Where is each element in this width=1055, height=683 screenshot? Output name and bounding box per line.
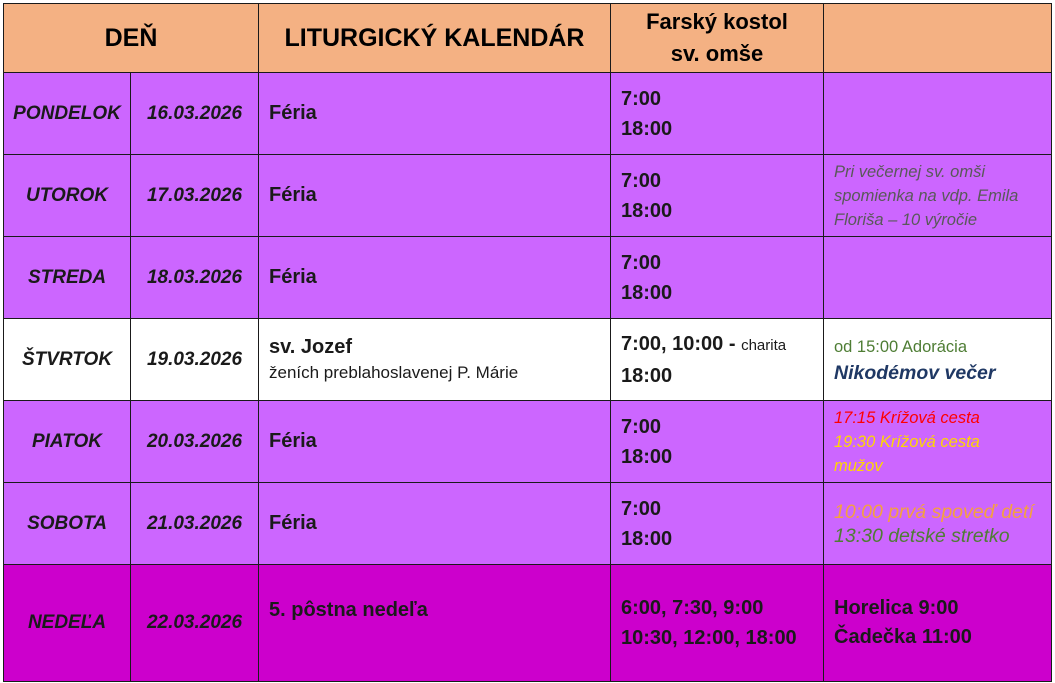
mass-line-2: 18:00: [621, 364, 673, 387]
mass-line-1: 7:00: [621, 251, 662, 274]
mass-times: [611, 565, 824, 682]
table-row: [4, 483, 1052, 565]
mass-times: [611, 73, 824, 155]
day-name: UTOROK: [4, 155, 131, 237]
liturgical-day: [259, 401, 611, 483]
mass-line-1: 7:00: [621, 415, 662, 438]
note-cell: [824, 319, 1052, 401]
liturgical-day: [259, 483, 611, 565]
note-line-2: Čadečka 11:00: [834, 626, 972, 648]
mass-line-2: 18:00: [621, 445, 673, 468]
mass-note-charita: charita: [741, 336, 787, 354]
day-name: NEDEĽA: [4, 565, 131, 682]
date: 19.03.2026: [131, 319, 259, 401]
header-row: [4, 4, 1052, 73]
note-line-3: Floriša – 10 výročie: [834, 210, 978, 229]
schedule-table: [3, 3, 1052, 682]
liturgical-title: sv. Jozef: [269, 336, 352, 358]
note-line-1: 17:15 Krížová cesta: [834, 408, 980, 427]
liturgical-day: [259, 319, 611, 401]
liturgical-title: Féria: [269, 512, 317, 534]
note-line-2: 19:30 Krížová cesta: [834, 432, 980, 451]
note-line-1: Horelica 9:00: [834, 597, 959, 619]
day-name: PIATOK: [4, 401, 131, 483]
mass-times: [611, 401, 824, 483]
table-row: [4, 565, 1052, 682]
note-cell: [824, 237, 1052, 319]
mass-times: [611, 319, 824, 401]
mass-line-1: 7:00: [621, 87, 662, 110]
mass-line-2: 18:00: [621, 527, 673, 550]
note-cell: [824, 155, 1052, 237]
mass-line-2: 18:00: [621, 199, 673, 222]
date: 20.03.2026: [131, 401, 259, 483]
date: 17.03.2026: [131, 155, 259, 237]
mass-line-2: 10:30, 12:00, 18:00: [621, 627, 797, 649]
mass-line-1: [621, 329, 823, 361]
liturgical-title: Féria: [269, 266, 317, 288]
note-nikodemus: Nikodémov večer: [834, 361, 996, 384]
note-line-1: Pri večernej sv. omši: [834, 162, 985, 181]
table-row: [4, 319, 1052, 401]
mass-times: [611, 483, 824, 565]
table-row: [4, 73, 1052, 155]
note-line-3: mužov: [834, 456, 883, 475]
day-name: SOBOTA: [4, 483, 131, 565]
note-cell: [824, 565, 1052, 682]
note-cell: [824, 73, 1052, 155]
note-cell: [824, 483, 1052, 565]
header-liturgical: LITURGICKÝ KALENDÁR: [259, 4, 611, 73]
note-line-2: spomienka na vdp. Emila: [834, 186, 1019, 205]
table-row: [4, 155, 1052, 237]
liturgical-day: [259, 73, 611, 155]
mass-line-1: 6:00, 7:30, 9:00: [621, 597, 764, 619]
liturgical-subtitle: ženích preblahoslavenej P. Márie: [269, 363, 519, 382]
mass-times: [611, 155, 824, 237]
table-row: [4, 401, 1052, 483]
mass-line-1: 7:00: [621, 169, 662, 192]
date: 18.03.2026: [131, 237, 259, 319]
note-adoration: od 15:00 Adorácia: [834, 337, 968, 356]
liturgical-title: Féria: [269, 102, 317, 124]
note-line-1: 10:00 prvá spoveď detí: [834, 500, 1034, 523]
header-church-line2: sv. omše: [670, 41, 764, 66]
note-cell: [824, 401, 1052, 483]
mass-line-2: 18:00: [621, 281, 673, 304]
header-notes: [824, 4, 1052, 73]
table-row: [4, 237, 1052, 319]
mass-times: [611, 237, 824, 319]
liturgical-day: [259, 565, 611, 682]
day-name: STREDA: [4, 237, 131, 319]
note-line-2: 13:30 detské stretko: [834, 524, 1010, 547]
header-church: [611, 4, 824, 73]
liturgical-day: [259, 237, 611, 319]
mass-line-1-times: 7:00, 10:00 -: [621, 332, 736, 355]
date: 16.03.2026: [131, 73, 259, 155]
liturgical-title: 5. pôstna nedeľa: [269, 599, 428, 621]
date: 22.03.2026: [131, 565, 259, 682]
header-church-line1: Farský kostol: [646, 9, 788, 34]
liturgical-day: [259, 155, 611, 237]
liturgical-title: Féria: [269, 184, 317, 206]
date: 21.03.2026: [131, 483, 259, 565]
mass-line-2: 18:00: [621, 117, 673, 140]
mass-line-1: 7:00: [621, 497, 662, 520]
liturgical-title: Féria: [269, 430, 317, 452]
day-name: ŠTVRTOK: [4, 319, 131, 401]
header-day: DEŇ: [4, 4, 259, 73]
day-name: PONDELOK: [4, 73, 131, 155]
